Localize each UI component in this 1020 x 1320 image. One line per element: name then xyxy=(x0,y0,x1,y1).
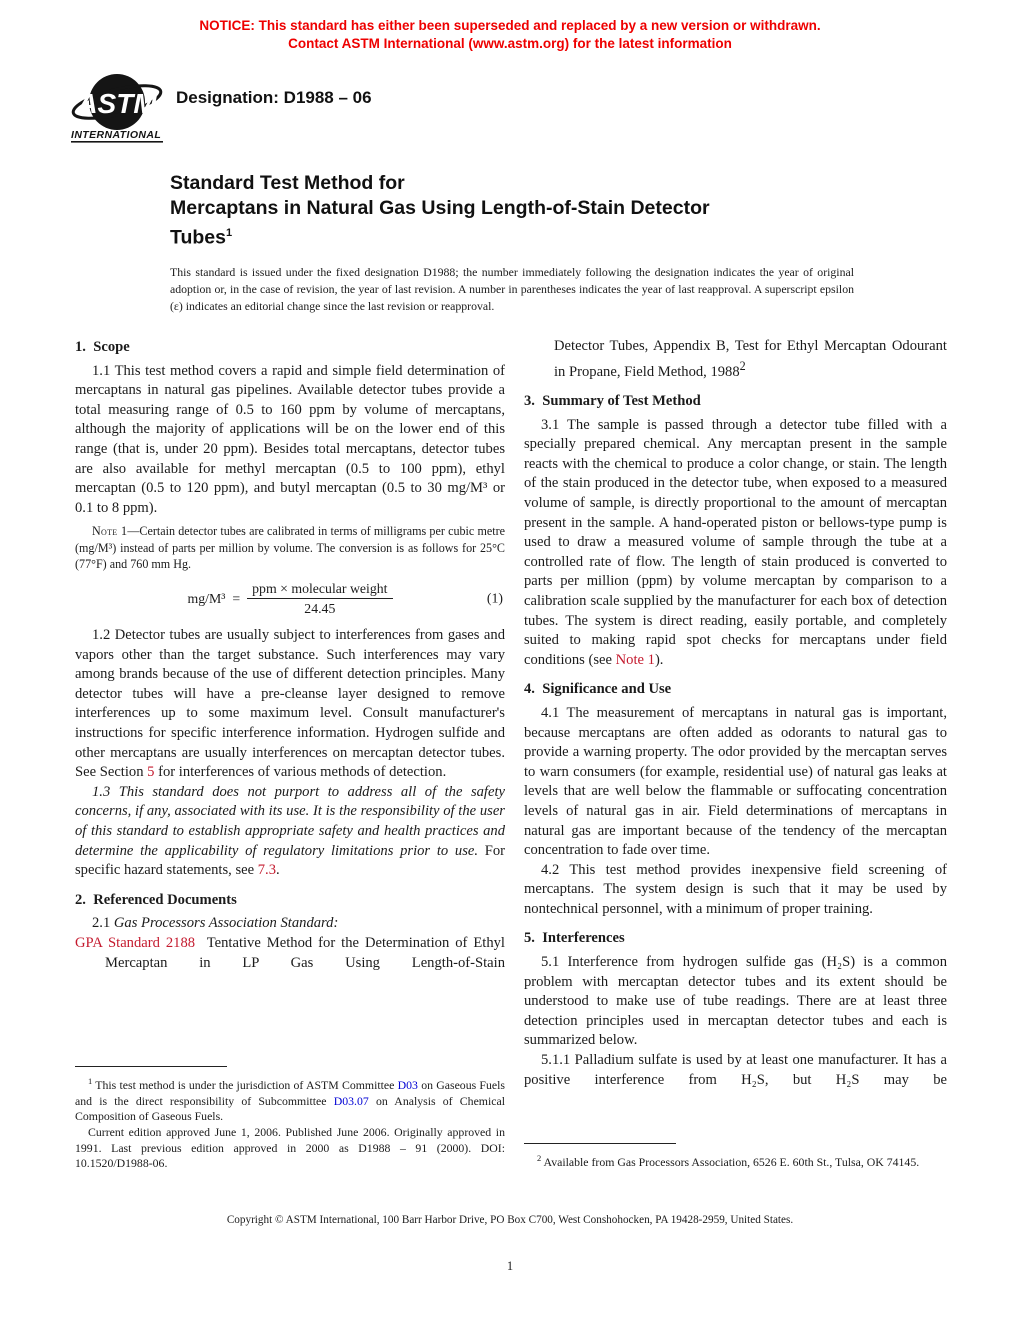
page-number: 1 xyxy=(506,1259,514,1273)
section-3-heading: 3. Summary of Test Method xyxy=(524,393,701,410)
note-1 xyxy=(75,523,505,572)
gpa-reference-text: Tentative Method for the Determination of Ethyl Mercaptan in LP Gas Using Length-of-Stain xyxy=(105,934,505,971)
paragraph-3-1 xyxy=(524,416,947,671)
footnote-1 xyxy=(75,1074,505,1125)
equation-1 xyxy=(75,580,505,617)
subcommittee-d03-07-link[interactable]: D03.07 xyxy=(333,1093,369,1108)
footnote-block-right xyxy=(524,1143,947,1171)
section-5-link[interactable]: 5 xyxy=(147,764,155,781)
left-column xyxy=(75,337,505,973)
paragraph-5-1: 5.1 Interference from hydrogen sulfide gas (H₂S) is a common problem with mercaptan detector tubes and its extent should be understood to make use of tube readings. There are at least three detection principles used in mercaptan detector tubes and each is summarized below. xyxy=(524,954,947,1049)
equation-equals-sign: = xyxy=(232,590,241,606)
section-5-heading: 5. Interferences xyxy=(524,930,625,947)
paragraph-2-1-number: 2.1 xyxy=(92,915,114,932)
gpa-reference-continuation xyxy=(524,337,947,382)
equation-fraction xyxy=(247,580,392,617)
gpa-continuation-text: Detector Tubes, Appendix B, Test for Ethyl Mercaptan Odourant in Propane, Field Method, 1988 xyxy=(554,338,947,380)
equation-number: (1) xyxy=(486,590,503,606)
paragraph-5-1-1: 5.1.1 Palladium sulfate is used by at least one manufacturer. It has a positive interference from H₂S, but H₂S may be xyxy=(524,1052,947,1088)
astm-logo-subtext: INTERNATIONAL xyxy=(71,129,162,141)
title-line-3 xyxy=(170,221,880,251)
footnote-1-text: This test method is under the jurisdiction of ASTM Committee xyxy=(92,1077,398,1092)
paragraph-1-3-period: . xyxy=(276,862,280,879)
document-title xyxy=(170,171,880,251)
footnote-2 xyxy=(524,1151,947,1171)
paragraph-4-1: 4.1 The measurement of mercaptans in natural gas is important, because mercaptans are often added as odorants to natural gas to provide a warning property. The odor provided by the mercaptan serves to warn consumers (for example, residential use) of natural gas leaks at levels that are well below the flammable or suffocating concentration levels of natural gas in air. Field determinations of mercaptans in natural gas are important because of the tendency of the mercaptan concentration to fade over time. xyxy=(524,704,947,859)
paragraph-1-2-text: 1.2 Detector tubes are usually subject to interferences from gases and vapors other than the target substance. Such interferences may vary among brands because of the use of different detection principles. Many detector tubes will have a pre-cleanse layer designed to remove interferences up to some maximum level. Consult manufacturer's instructions for specific interference information. Hydrogen sulfide and other mercaptans are usually interferences on mercaptan detector tubes. See Section xyxy=(75,627,505,781)
astm-logo-text: ASTM xyxy=(77,88,157,119)
title-line-1: Standard Test Method for xyxy=(170,172,405,194)
right-column xyxy=(524,337,947,1090)
paragraph-3-1-text: 3.1 The sample is passed through a detector tube filled with a specially prepared chemical. Any mercaptan present in the sample reacts with the chemical to produce a color change, or stain. The length of the stain produced in the detector tube, when exposed to a measured volume of sample, is directly proportional to the amount of mercaptan present in the sample. A hand-operated piston or bellows-type pump is used to draw a measured volume of sample through the tube at a controlled rate of flow. The length of stain produced is converted to parts per million (ppm) by volume mercaptan by comparison to a calibration scale supplied by the manufacturer for each box of detection tubes. The system is direct reading, easily portable, and completely suited to making rapid spot checks for mercaptans under field conditions (see xyxy=(524,416,947,668)
footnote-2-marker: 2 xyxy=(537,1153,542,1163)
footnote-rule-right xyxy=(524,1143,676,1144)
astm-logo xyxy=(70,72,164,152)
notice-banner xyxy=(0,17,1020,53)
footnote-1-edition: Current edition approved June 1, 2006. Published June 2006. Originally approved in 1991. Last previous edition approved in 2000 as D1988 – 91 (2000). DOI: 10.1520/D1988-06. xyxy=(75,1125,505,1171)
equation-numerator: ppm × molecular weight xyxy=(247,580,392,599)
note-1-text: —Certain detector tubes are calibrated in terms of milligrams per cubic metre (mg/M³) instead of parts per million by volume. The conversion is as follows for 25°C (77°F) and 760 mm Hg. xyxy=(75,524,505,572)
paragraph-1-1: 1.1 This test method covers a rapid and simple field determination of mercaptans in natural gas pipelines. Available detector tubes provide a total measuring range of 0.5 to 160 ppm by volume of mercaptans, although the majority of applications will be on the lower end of this range (that is, under 20 ppm). Besides total mercaptans, detector tubes are also available for methyl mercaptan (0.5 to 100 ppm), ethyl mercaptan (0.5 to 120 ppm), and butyl mercaptan (0.5 to 30 mg/M³ or 0.1 to 8 ppm). xyxy=(75,362,505,516)
paragraph-1-2 xyxy=(75,626,505,783)
footnote-2-text: Available from Gas Processors Association, 6526 E. 60th St., Tulsa, OK 74145. xyxy=(541,1154,920,1169)
footnote-2-reference-marker: 2 xyxy=(739,358,746,373)
gpa-reference xyxy=(75,934,505,973)
notice-line-1: NOTICE: This standard has either been superseded and replaced by a new version or withdrawn. xyxy=(199,18,821,33)
paragraph-1-2-text-end: for interferences of various methods of detection. xyxy=(154,764,447,781)
equation-lhs: mg/M³ xyxy=(187,590,226,606)
designation-text: Designation: D1988 – 06 xyxy=(176,88,372,107)
issued-note: This standard is issued under the fixed designation D1988; the number immediately following the designation indicates the year of original adoption or, in the case of revision, the year of last revision. A number in parentheses indicates the year of last reapproval. A superscript epsilon (ε) indicates an editorial change since the last revision or reapproval. xyxy=(170,265,854,313)
footnote-1-text-end: on Analysis of Chemical Composition of Gaseous Fuels. xyxy=(75,1093,506,1124)
footnote-1-marker: 1 xyxy=(88,1076,93,1086)
paragraph-4-2: 4.2 This test method provides inexpensive field screening of mercaptans. The system design is such that it may be used by nontechnical personnel, with a minimum of proper training. xyxy=(524,861,947,917)
section-4-heading: 4. Significance and Use xyxy=(524,681,672,698)
footnote-block-left xyxy=(75,1066,505,1172)
notice-line-2: Contact ASTM International (www.astm.org) for the latest information xyxy=(288,35,732,51)
footnote-1-text-mid: on Gaseous Fuels and is the direct responsibility of Subcommittee xyxy=(75,1077,505,1108)
section-1-heading: 1. Scope xyxy=(75,339,130,355)
paragraph-1-3-italic-text: 1.3 This standard does not purport to address all of the safety concerns, if any, associated with its use. It is the responsibility of the user of this standard to establish appropriate safety and health practices and determine the applicability of regulatory limitations prior to use. xyxy=(75,783,505,859)
title-line-2: Mercaptans in Natural Gas Using Length-of-Stain Detector xyxy=(170,197,710,219)
section-2-heading: 2. Referenced Documents xyxy=(75,891,237,908)
title-footnote-marker: 1 xyxy=(225,227,233,239)
gpa-standard-2188-link[interactable]: GPA Standard 2188 xyxy=(75,934,196,951)
title-line-3-text: Tubes xyxy=(170,226,226,249)
paragraph-1-3-roman-text: For specific hazard statements, see xyxy=(75,842,505,879)
paragraph-3-1-text-end: ). xyxy=(654,651,664,668)
note-1-label: Note 1 xyxy=(92,524,128,539)
committee-d03-link[interactable]: D03 xyxy=(397,1077,418,1092)
equation-expression xyxy=(187,580,392,617)
paragraph-2-1-title: Gas Processors Association Standard: xyxy=(113,915,339,932)
hazard-7-3-link[interactable]: 7.3 xyxy=(257,862,276,879)
footnote-rule-left xyxy=(75,1066,227,1067)
equation-denominator: 24.45 xyxy=(304,600,336,616)
astm-logo-underline xyxy=(71,141,163,143)
copyright-line: Copyright © ASTM International, 100 Barr Harbor Drive, PO Box C700, West Conshohocken, PA 19428-2959, United States. xyxy=(226,1214,794,1226)
paragraph-1-3 xyxy=(75,783,505,881)
paragraph-2-1 xyxy=(75,914,505,934)
note-1-link[interactable]: Note 1 xyxy=(615,651,655,668)
